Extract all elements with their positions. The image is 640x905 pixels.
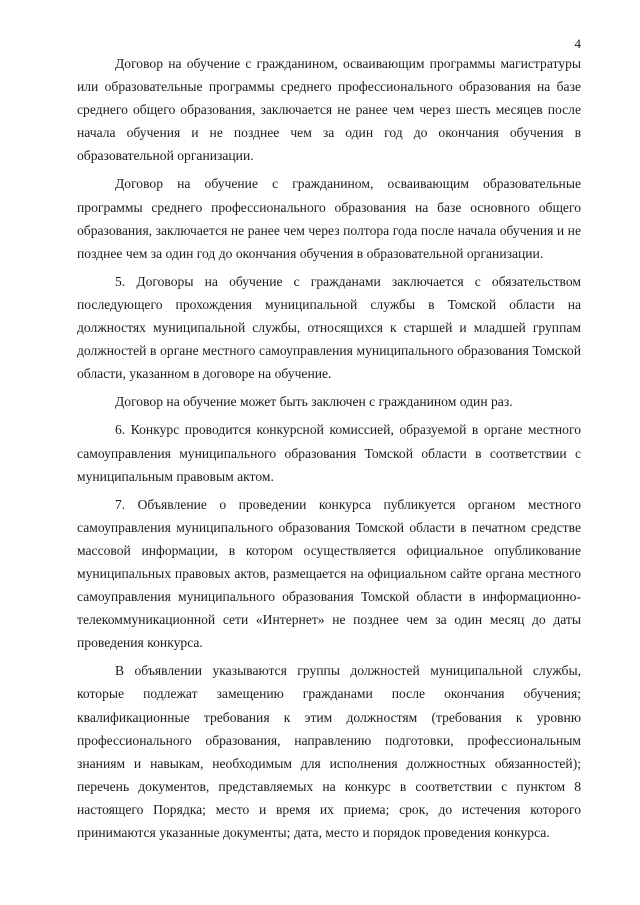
page-number: 4 [574,36,581,51]
paragraph-contract-master-programs: Договор на обучение с гражданином, осваивающим программы магистратуры или образовательные программы среднего профессионального образования на базе среднего общего образования, заключается не ранее чем через шесть месяцев после начала обучения и не позднее чем за один год до окончания обучения в образовательной организации. [77,56,581,164]
paragraph-announcement-contents: В объявлении указываются группы должностей муниципальной службы, которые подлежат замещению гражданами после окончания обучения; квалификационные требования к этим должностям (требования к уровню профессионального образования, направлению подготовки, профессиональным знаниям и навыкам, необходимым для исполнения должностных обязанностей); перечень документов, представляемых на конкурс в соответствии с пунктом 8 настоящего Порядка; место и время их приема; срок, до истечения которого принимаются указанные документы; дата, место и порядок проведения конкурса. [77,663,581,840]
paragraph-item-5: 5. Договоры на обучение с гражданами заключается с обязательством последующего прохождения муниципальной службы в Томской области на должностях муниципальной службы, относящихся к старшей и младшей группам должностей в органе местного самоуправления муниципального образования Томской области, указанном в договоре на обучение. [77,273,581,382]
paragraph-item-6: 6. Конкурс проводится конкурсной комиссией, образуемой в органе местного самоуправления муниципального образования Томской области в соответствии с муниципальным правовым актом. [77,422,581,484]
paragraph-item-7: 7. Объявление о проведении конкурса публикуется органом местного самоуправления муниципального образования Томской области в печатном средстве массовой информации, в котором осуществляется официальное опубликование муниципальных правовых актов, размещается на официальном сайте органа местного самоуправления муниципального образования Томской области в информационно-телекоммуникационной сети «Интернет» не позднее чем за один месяц до даты проведения конкурса. [77,496,581,651]
document-body [77,52,581,844]
paragraph-contract-once: Договор на обучение может быть заключен с гражданином один раз. [115,394,513,410]
paragraph-contract-basic-general: Договор на обучение с гражданином, осваивающим образовательные программы среднего профессионального образования на базе основного общего образования, заключается не ранее чем через полтора года после начала обучения и не позднее чем за один год до окончания обучения в образовательной организации. [77,176,581,261]
